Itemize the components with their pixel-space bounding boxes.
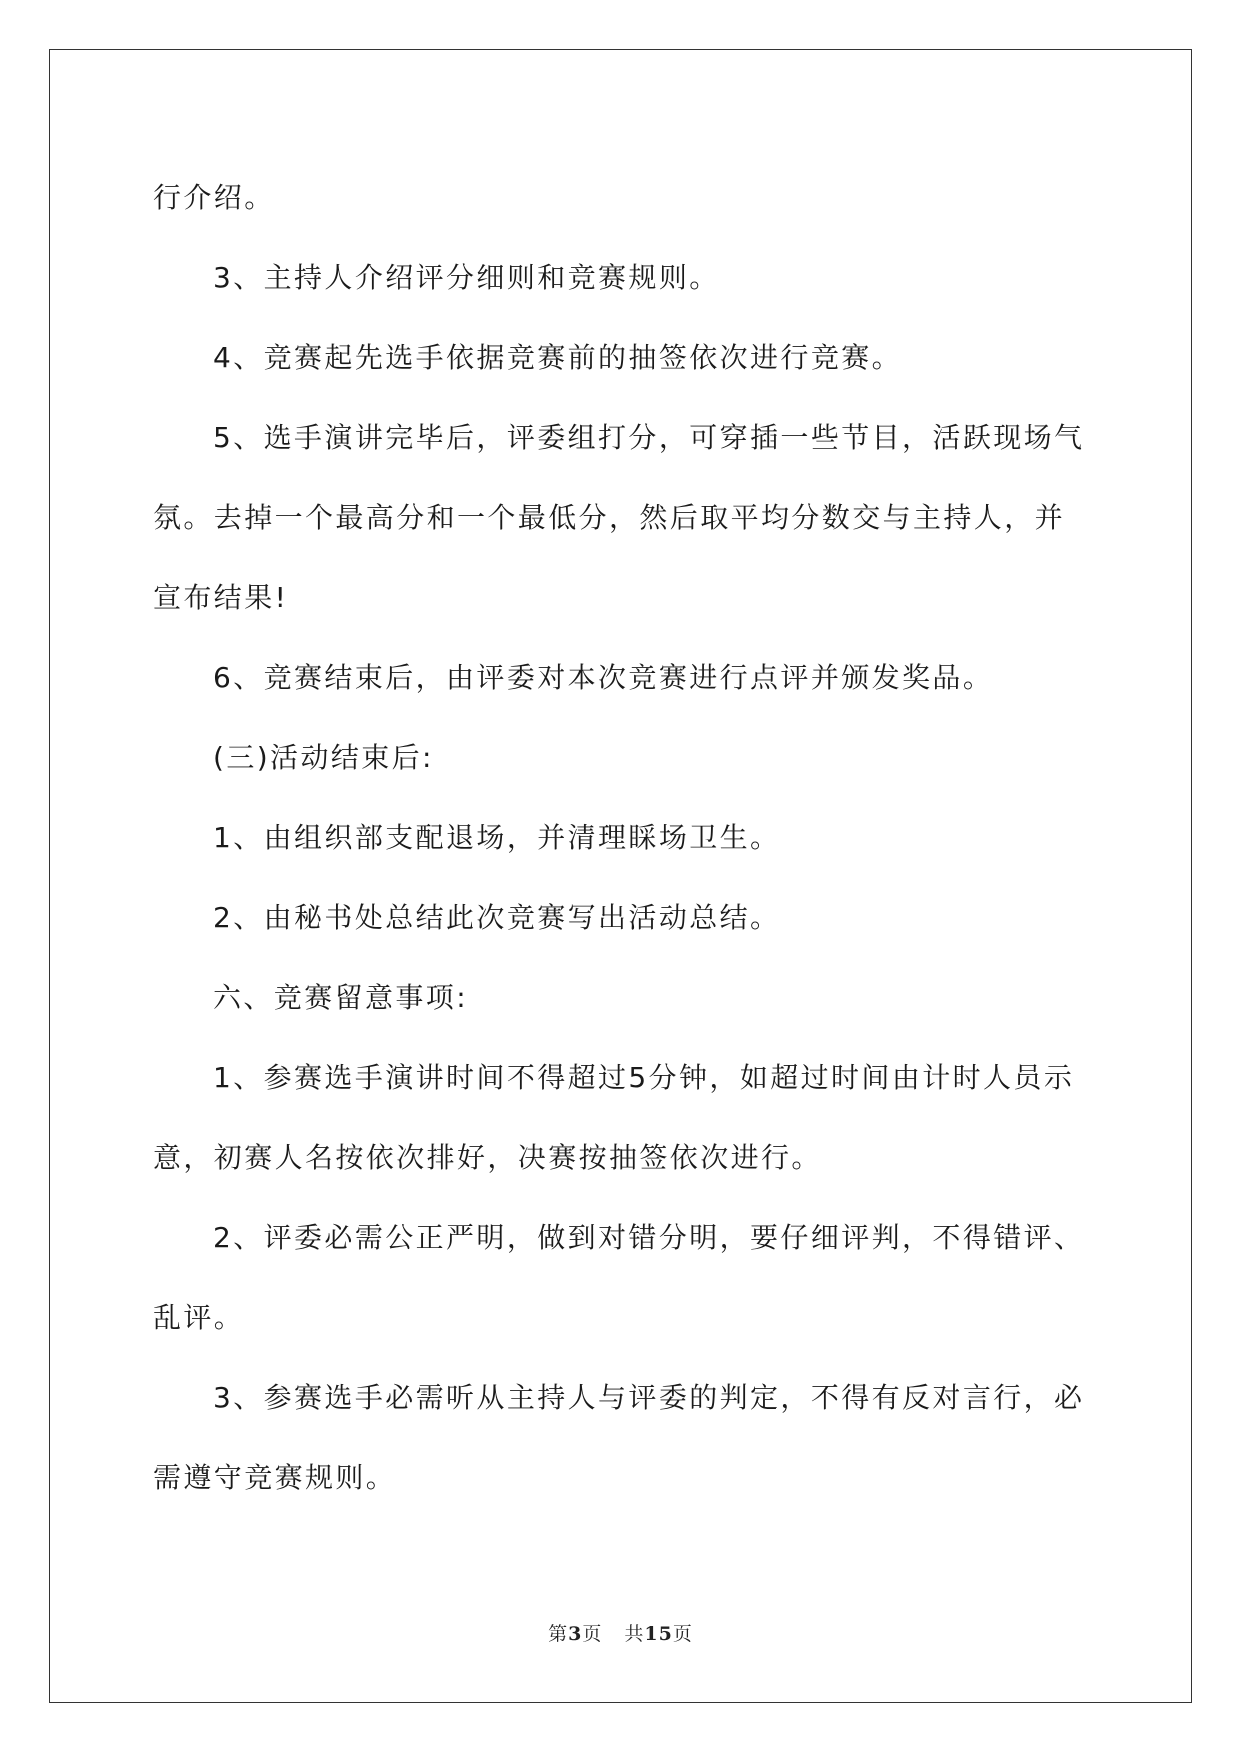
page-suffix: 页 xyxy=(582,1623,603,1645)
text-line: 氛。去掉一个最高分和一个最低分，然后取平均分数交与主持人，并 xyxy=(153,501,1066,534)
text-line: 乱评。 xyxy=(153,1301,245,1334)
text-line: 1、由组织部支配退场，并清理睬场卫生。 xyxy=(213,821,781,854)
text-line: 6、竞赛结束后，由评委对本次竞赛进行点评并颁发奖品。 xyxy=(213,661,994,694)
document-body xyxy=(153,158,1093,1518)
text-line: 3、参赛选手必需听从主持人与评委的判定，不得有反对言行，必 xyxy=(213,1381,1085,1414)
total-suffix: 页 xyxy=(672,1623,693,1645)
page-prefix: 第 xyxy=(548,1623,569,1645)
page-footer xyxy=(0,1619,1241,1646)
text-line: 2、评委必需公正严明，做到对错分明，要仔细评判，不得错评、 xyxy=(213,1221,1085,1254)
text-line: 3、主持人介绍评分细则和竞赛规则。 xyxy=(213,261,720,294)
text-line: 宣布结果! xyxy=(153,581,289,614)
text-line: 1、参赛选手演讲时间不得超过5分钟，如超过时间由计时人员示 xyxy=(213,1061,1075,1094)
section-heading: 六、竞赛留意事项: xyxy=(213,981,469,1014)
total-prefix: 共 xyxy=(624,1623,645,1645)
text-line: 5、选手演讲完毕后，评委组打分，可穿插一些节目，活跃现场气 xyxy=(213,421,1085,454)
text-line: 2、由秘书处总结此次竞赛写出活动总结。 xyxy=(213,901,781,934)
text-line: 4、竞赛起先选手依据竞赛前的抽签依次进行竞赛。 xyxy=(213,341,903,374)
text-line: 行介绍。 xyxy=(153,181,275,214)
page-number: 3 xyxy=(568,1623,583,1645)
text-line: 需遵守竞赛规则。 xyxy=(153,1461,397,1494)
text-line: 意，初赛人名按依次排好，决赛按抽签依次进行。 xyxy=(153,1141,822,1174)
text-line: (三)活动结束后: xyxy=(213,741,434,774)
total-pages: 15 xyxy=(644,1623,673,1645)
